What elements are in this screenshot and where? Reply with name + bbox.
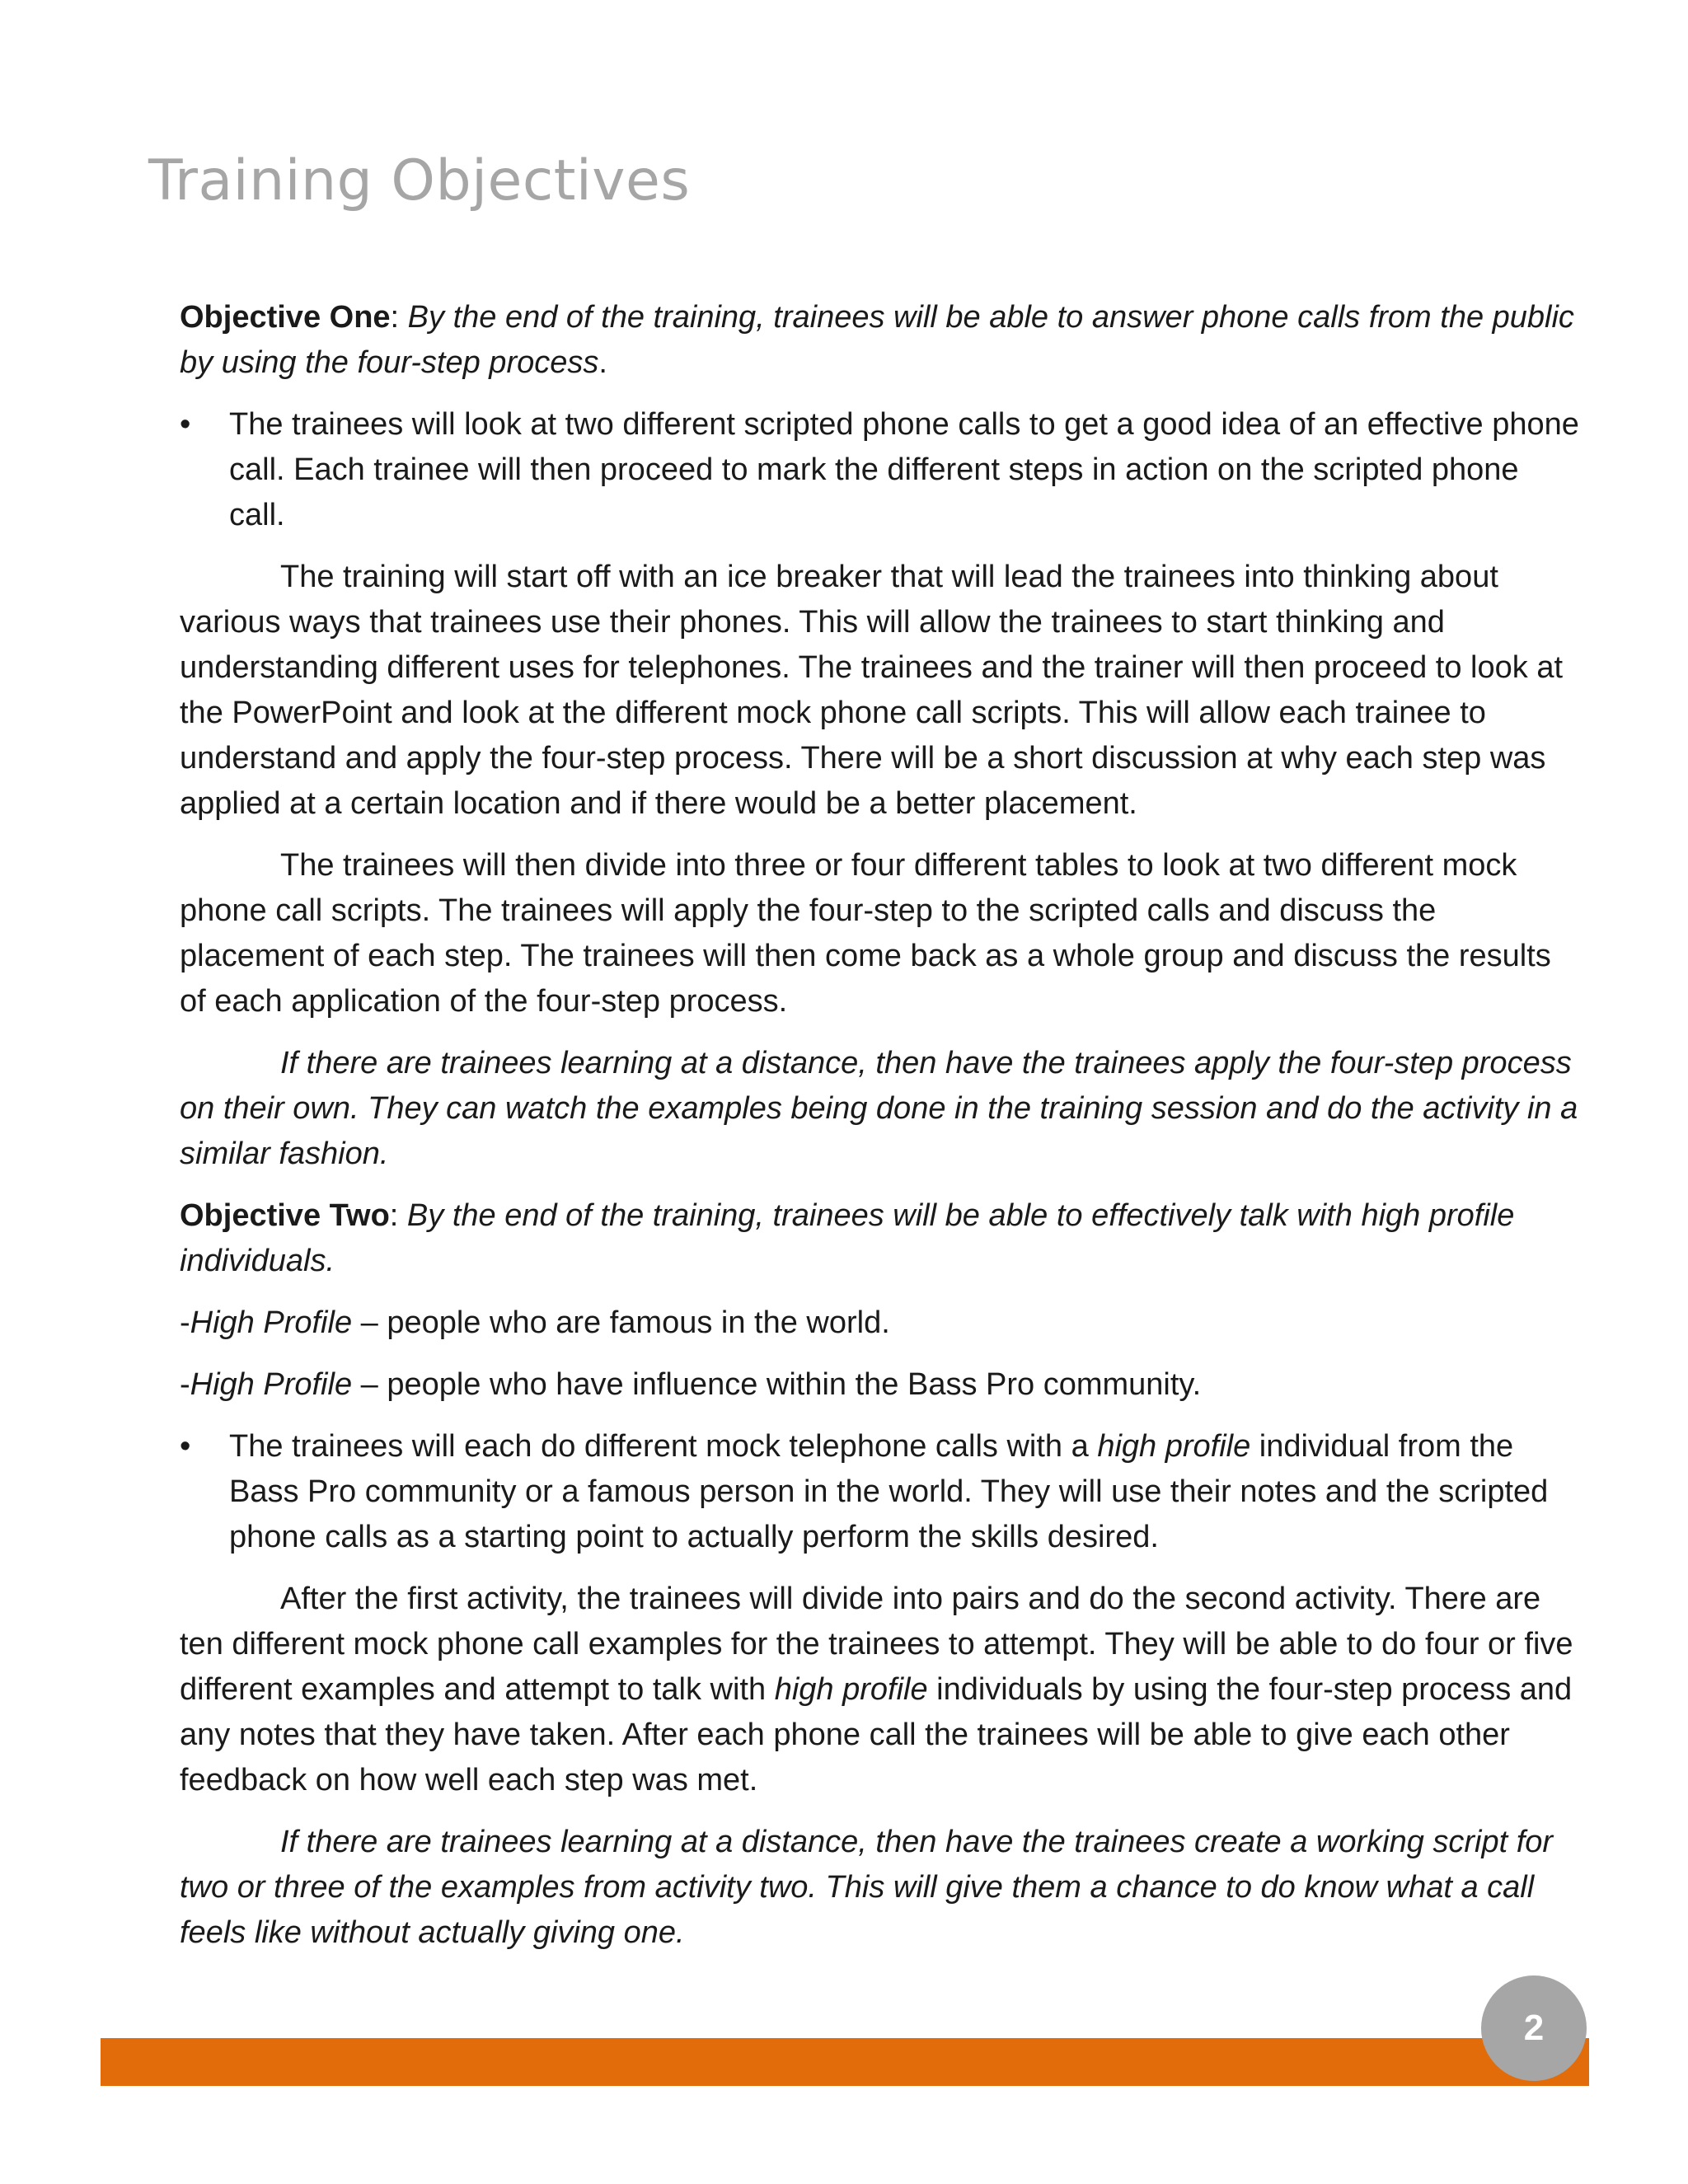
objective-two-label: Objective Two <box>180 1198 390 1233</box>
paragraph-pairs-before: After the first activity, the trainees will divide into pairs and do the second activity. There are ten different mock phone call examples for the trainees to attempt. They will be able to do four or five different examples and attempt to talk with <box>180 1582 1573 1707</box>
definition-famous <box>180 1301 1581 1346</box>
page-title: Training Objectives <box>148 148 691 213</box>
bullet-icon: • <box>180 407 191 442</box>
objective-one-label: Objective One <box>180 300 391 335</box>
bullet-text <box>229 1429 1548 1554</box>
paragraph-distance-two: If there are trainees learning at a distance, then have the trainees create a working script for two or three of the examples from activity two. This will give them a chance to do know what a call feels like without actually giving one. <box>180 1825 1554 1950</box>
bullet-text-after: individual from the Bass Pro community or a famous person in the world. They will use their notes and the scripted phone calls as a starting point to actually perform the skills desired. <box>229 1429 1549 1554</box>
definition-term: High Profile <box>190 1367 353 1402</box>
objective-one <box>180 295 1581 386</box>
paragraph-pairs-after: individuals by using the four-step process and any notes that they have taken. After each phone call the trainees will be able to give each other feedback on how well each step was met. <box>180 1672 1573 1797</box>
page-number: 2 <box>1523 2008 1545 2048</box>
paragraph-distance-one: If there are trainees learning at a distance, then have the trainees apply the four-step process on their own. They can watch the examples being done in the training session and do the activity in a similar fashion. <box>180 1046 1578 1171</box>
bullet-icon: • <box>180 1429 191 1464</box>
paragraph-pairs <box>180 1577 1581 1803</box>
paragraph-pairs-emphasis: high profile <box>774 1672 928 1707</box>
definition-term: High Profile <box>190 1305 353 1340</box>
bullet-text: The trainees will look at two different scripted phone calls to get a good idea of an effective phone call. Each trainee will then proceed to mark the different steps in action on the scripted phone call. <box>229 407 1579 532</box>
definition-influence <box>180 1362 1581 1408</box>
objective-two-text: By the end of the training, trainees will be able to effectively talk with high profile individuals. <box>180 1198 1515 1278</box>
definition-dash: - <box>180 1367 190 1402</box>
objective-one-colon: : <box>390 300 408 335</box>
definition-dash: - <box>180 1305 190 1340</box>
definition-text: – people who are famous in the world. <box>352 1305 890 1340</box>
definition-text: – people who have influence within the Bass Pro community. <box>352 1367 1202 1402</box>
paragraph-ice-breaker: The training will start off with an ice breaker that will lead the trainees into thinking about various ways that trainees use their phones. This will allow the trainees to start thinking and understanding different uses for telephones. The trainees and the trainer will then proceed to look at the PowerPoint and look at the different mock phone call scripts. This will allow each trainee to understand and apply the four-step process. There will be a short discussion at why each step was applied at a certain location and if there would be a better placement. <box>180 560 1564 821</box>
bullet-text-before: The trainees will each do different mock telephone calls with a <box>229 1429 1098 1464</box>
bullet-text-emphasis: high profile <box>1097 1429 1251 1464</box>
objective-two-colon: : <box>389 1198 407 1233</box>
objective-one-end: . <box>598 345 607 380</box>
objective-two <box>180 1193 1581 1284</box>
paragraph-tables: The trainees will then divide into three or four different tables to look at two different mock phone call scripts. The trainees will apply the four-step to the scripted calls and discuss the placement of each step. The trainees will then come back as a whole group and discuss the results of each application of the four-step process. <box>180 848 1551 1019</box>
objective-one-text: By the end of the training, trainees will be able to answer phone calls from the public by using the four-step process <box>180 300 1574 380</box>
document-body <box>180 295 1581 1972</box>
footer-bar <box>101 2038 1589 2086</box>
bullet-item-mock-calls <box>180 1424 1581 1560</box>
bullet-item-scripted-calls <box>180 402 1581 538</box>
page-number-badge <box>1481 1975 1587 2081</box>
